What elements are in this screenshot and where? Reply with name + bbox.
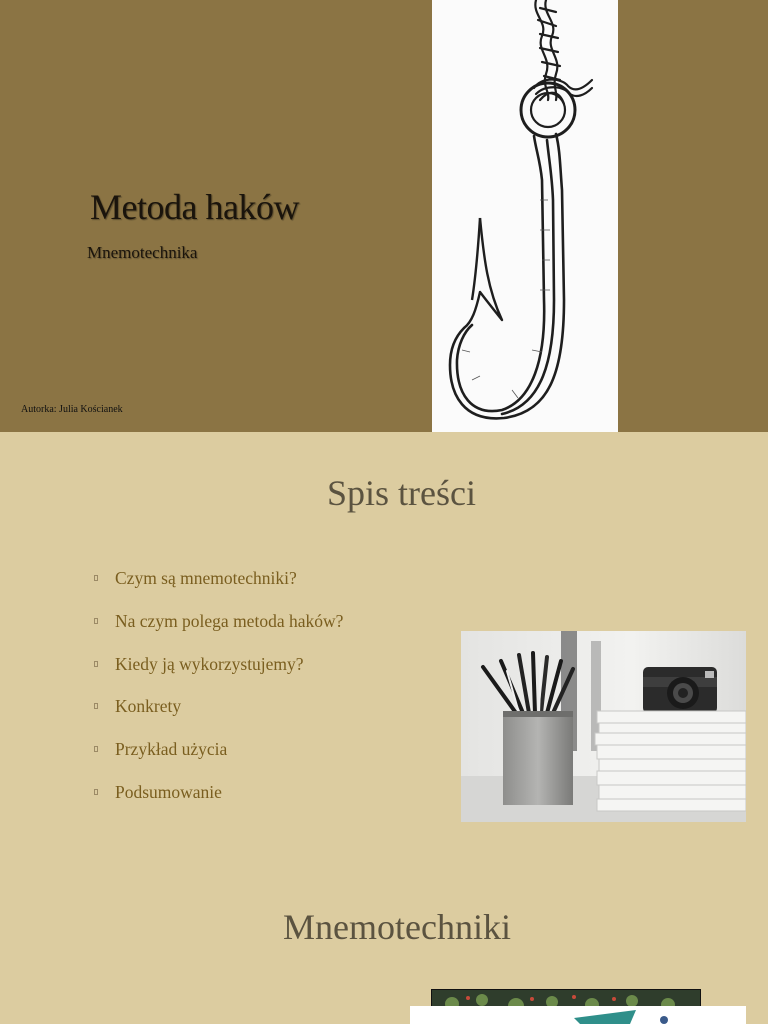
square-bullet-icon [94,575,98,581]
list-item [94,568,343,611]
toc-item-label: Przykład użycia [115,739,228,760]
toc-list [94,568,343,825]
list-item [94,782,343,825]
square-bullet-icon [94,661,98,667]
table-of-contents-slide [0,432,768,1024]
presentation-title: Metoda haków [90,187,299,227]
list-item [94,654,343,697]
toc-heading: Spis treści [327,473,476,513]
fish-hook-icon [432,0,618,432]
square-bullet-icon [94,703,98,709]
square-bullet-icon [94,618,98,624]
presentation-subtitle: Mnemotechnika [87,243,198,262]
square-bullet-icon [94,789,98,795]
toc-item-label: Konkrety [115,696,182,717]
mnemotechniki-heading: Mnemotechniki [283,907,511,947]
list-item [94,696,343,739]
toc-item-label: Podsumowanie [115,781,222,802]
toc-item-label: Czym są mnemotechniki? [115,568,297,588]
hook-illustration [432,0,618,432]
list-item [94,739,343,782]
list-item [94,611,343,654]
author-credit: Autorka: Julia Kościanek [21,404,123,415]
toc-item-label: Kiedy ją wykorzystujemy? [115,653,304,674]
desk-photo [461,631,746,822]
title-slide [0,0,768,432]
square-bullet-icon [94,746,98,752]
toc-item-label: Na czym polega metoda haków? [115,610,344,631]
diagram-thumbnail [410,1006,746,1024]
